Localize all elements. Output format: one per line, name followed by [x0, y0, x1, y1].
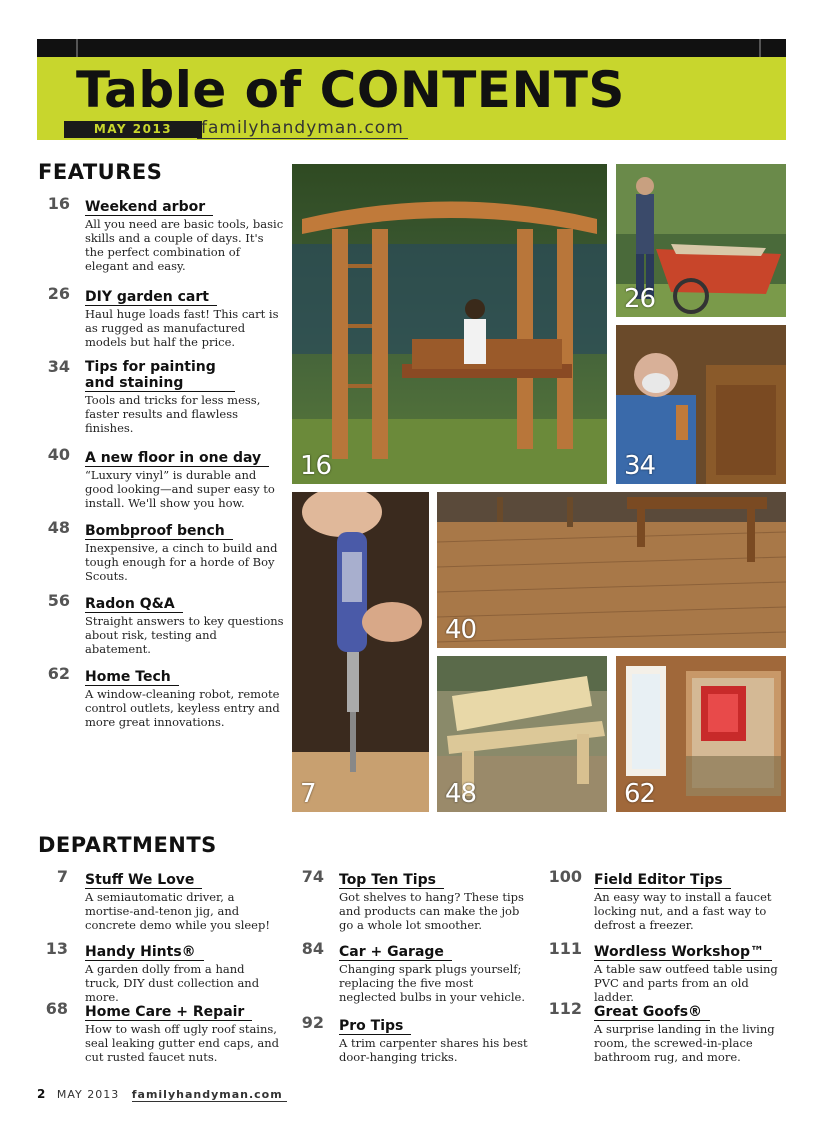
feature-desc: “Luxury vinyl” is durable and good looking—and super easy to install. We'll show you how. [85, 468, 275, 510]
photo-page-number: 7 [300, 779, 316, 809]
feature-desc: Haul huge loads fast! This cart is as rugged as manufactured models but half the price. [85, 307, 279, 349]
feature-page: 34 [47, 357, 70, 376]
arbor-illustration [292, 164, 607, 484]
department-title[interactable]: Car + Garage [339, 944, 452, 961]
feature-title[interactable]: Home Tech [85, 669, 179, 686]
bar-divider [759, 39, 761, 57]
photo-page-number: 34 [624, 451, 656, 481]
departments-heading: DEPARTMENTS [38, 833, 217, 857]
feature-title[interactable]: Radon Q&A [85, 596, 183, 613]
footer-page-number: 2 [37, 1087, 47, 1101]
site-link[interactable]: familyhandyman.com [197, 118, 408, 139]
photo-page-number: 62 [624, 779, 656, 809]
screwdriver-illustration [292, 492, 429, 812]
feature-item[interactable] [40, 666, 285, 729]
bar-divider [76, 39, 78, 57]
department-desc: A table saw outfeed table using PVC and parts from an old ladder. [594, 962, 778, 1004]
screwdriver-photo[interactable] [292, 492, 429, 812]
feature-item[interactable] [40, 286, 285, 349]
department-item[interactable] [294, 869, 534, 932]
department-item[interactable] [40, 941, 280, 1004]
photo-page-number: 40 [445, 615, 477, 645]
department-page: 100 [548, 867, 582, 886]
department-page: 84 [301, 939, 324, 958]
feature-item[interactable] [40, 520, 285, 583]
photo-page-number: 48 [445, 779, 477, 809]
footer-issue: MAY 2013 [56, 1088, 120, 1101]
department-title[interactable]: Top Ten Tips [339, 872, 444, 889]
feature-desc: Straight answers to key questions about risk, testing and abatement. [85, 614, 284, 656]
feature-item[interactable] [40, 196, 285, 273]
department-item[interactable] [546, 1001, 786, 1064]
top-black-bar [37, 39, 786, 57]
photo-page-number: 16 [300, 451, 332, 481]
title-banner [37, 57, 786, 140]
department-title[interactable]: Field Editor Tips [594, 872, 731, 889]
feature-desc: A window-cleaning robot, remote control outlets, keyless entry and more great innovations. [85, 687, 280, 729]
feature-page: 62 [47, 664, 70, 683]
feature-title[interactable]: Weekend arbor [85, 199, 213, 216]
feature-title[interactable]: DIY garden cart [85, 289, 217, 306]
department-page: 92 [301, 1013, 324, 1032]
feature-title[interactable]: Tips for painting and staining [85, 359, 235, 392]
photo-page-number: 26 [624, 284, 656, 314]
department-item[interactable] [294, 941, 534, 1004]
feature-page: 16 [47, 194, 70, 213]
department-desc: Changing spark plugs yourself; replacing the five most neglected bulbs in your vehicle. [339, 962, 525, 1004]
feature-item[interactable] [40, 359, 285, 435]
department-title[interactable]: Stuff We Love [85, 872, 202, 889]
garden-cart-photo[interactable] [616, 164, 786, 317]
department-page: 74 [301, 867, 324, 886]
department-title[interactable]: Great Goofs® [594, 1004, 710, 1021]
footer-site-link[interactable]: familyhandyman.com [132, 1088, 287, 1102]
department-item[interactable] [40, 869, 280, 932]
bench-photo[interactable] [437, 656, 607, 812]
department-title[interactable]: Home Care + Repair [85, 1004, 252, 1021]
robot-photo[interactable] [616, 656, 786, 812]
feature-title[interactable]: A new floor in one day [85, 450, 269, 467]
features-heading: FEATURES [38, 160, 163, 184]
page-footer [37, 1087, 287, 1101]
department-title[interactable]: Wordless Workshop™ [594, 944, 772, 961]
feature-item[interactable] [40, 447, 285, 510]
floor-photo[interactable] [437, 492, 786, 648]
painting-photo[interactable] [616, 325, 786, 484]
feature-item[interactable] [40, 593, 285, 656]
feature-desc: Inexpensive, a cinch to build and tough enough for a horde of Boy Scouts. [85, 541, 278, 583]
feature-page: 26 [47, 284, 70, 303]
department-desc: A trim carpenter shares his best door-hanging tricks. [339, 1036, 528, 1064]
department-desc: How to wash off ugly roof stains, seal leaking gutter end caps, and cut rusted faucet nuts. [85, 1022, 280, 1064]
feature-page: 56 [47, 591, 70, 610]
department-item[interactable] [294, 1015, 534, 1064]
feature-desc: All you need are basic tools, basic skills and a couple of days. It's the perfect combination of elegant and easy. [85, 217, 284, 273]
feature-desc: Tools and tricks for less mess, faster results and flawless finishes. [85, 393, 261, 435]
department-desc: A semiautomatic driver, a mortise-and-tenon jig, and concrete demo while you sleep! [85, 890, 270, 932]
issue-date: MAY 2013 [64, 121, 202, 138]
department-desc: A garden dolly from a hand truck, DIY dust collection and more. [85, 962, 260, 1004]
department-desc: Got shelves to hang? These tips and products can make the job go a whole lot smoother. [339, 890, 524, 932]
feature-title[interactable]: Bombproof bench [85, 523, 233, 540]
department-page: 13 [45, 939, 68, 958]
arbor-photo[interactable] [292, 164, 607, 484]
department-title[interactable]: Handy Hints® [85, 944, 204, 961]
feature-page: 40 [47, 445, 70, 464]
department-desc: A surprise landing in the living room, the screwed-in-place bathroom rug, and more. [594, 1022, 775, 1064]
department-page: 112 [548, 999, 582, 1018]
department-desc: An easy way to install a faucet locking nut, and a fast way to defrost a freezer. [594, 890, 772, 932]
department-page: 111 [548, 939, 582, 958]
department-page: 68 [45, 999, 68, 1018]
department-title[interactable]: Pro Tips [339, 1018, 411, 1035]
department-page: 7 [56, 867, 68, 886]
department-item[interactable] [40, 1001, 280, 1064]
department-item[interactable] [546, 869, 786, 932]
page-title: Table of CONTENTS [76, 61, 625, 119]
department-item[interactable] [546, 941, 786, 1004]
floor-illustration [437, 492, 786, 648]
feature-page: 48 [47, 518, 70, 537]
